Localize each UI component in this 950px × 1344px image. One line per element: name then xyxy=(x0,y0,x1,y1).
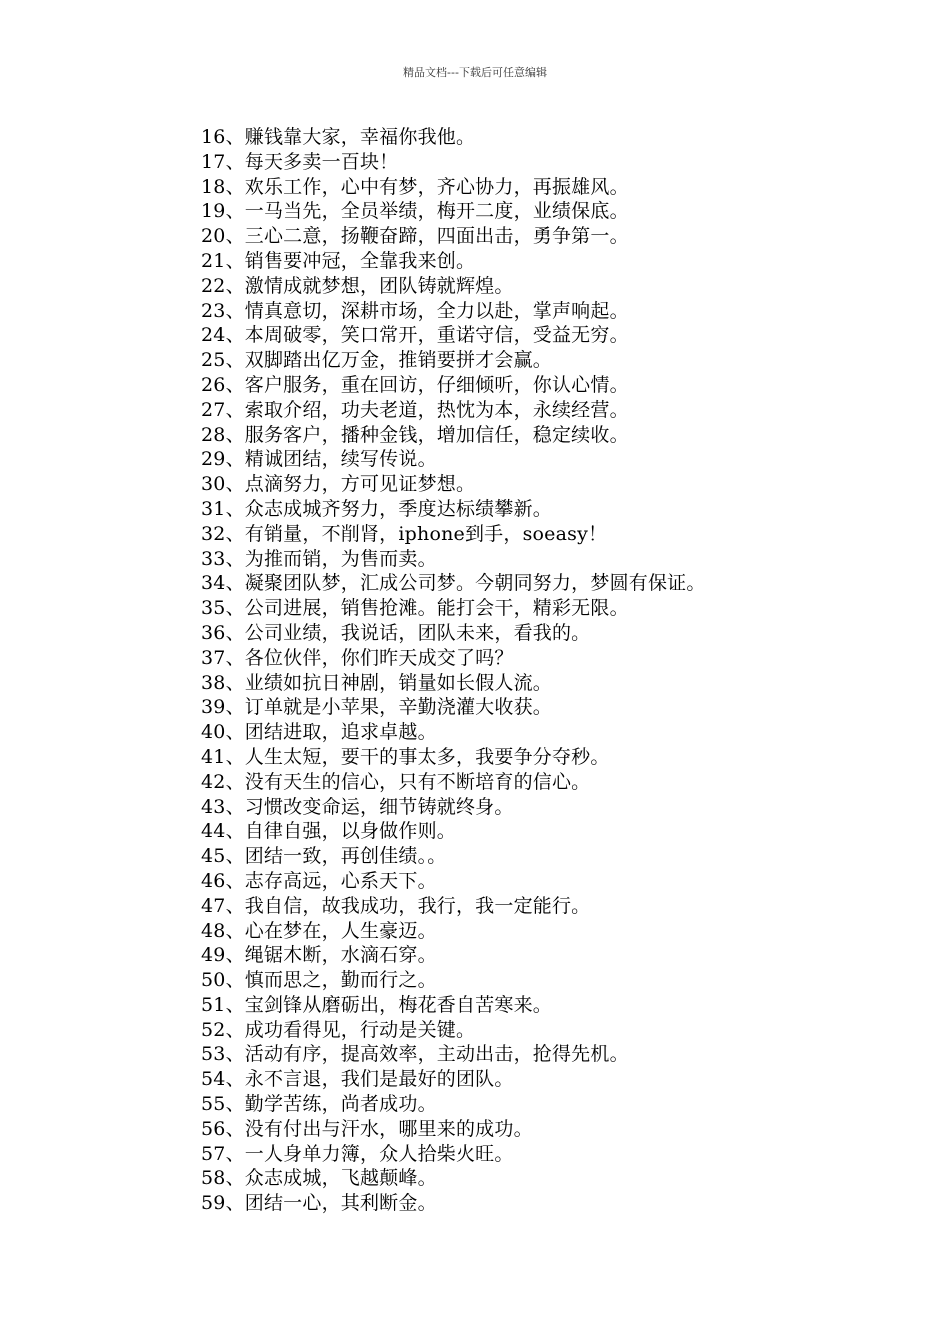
list-item: 56、没有付出与汗水，哪里来的成功。 xyxy=(201,1117,533,1140)
list-item: 43、习惯改变命运，细节铸就终身。 xyxy=(201,795,514,818)
list-item: 50、慎而思之，勤而行之。 xyxy=(201,969,437,992)
list-item: 26、客户服务，重在回访，仔细倾听，你认心情。 xyxy=(201,373,629,396)
list-item: 45、团结一致，再创佳绩。。 xyxy=(201,845,447,868)
list-item: 29、精诚团结，续写传说。 xyxy=(201,448,437,471)
list-item: 24、本周破零，笑口常开，重诺守信，受益无穷。 xyxy=(201,324,629,347)
page-header: 精品文档---下载后可任意编辑 xyxy=(403,66,547,79)
list-item: 58、众志成城，飞越颠峰。 xyxy=(201,1167,437,1190)
list-item: 52、成功看得见，行动是关键。 xyxy=(201,1018,476,1041)
list-item: 16、赚钱靠大家，幸福你我他。 xyxy=(201,126,476,148)
list-item: 44、自律自强，以身做作则。 xyxy=(201,820,456,843)
list-item: 47、我自信，故我成功，我行，我一定能行。 xyxy=(201,894,591,917)
list-item: 37、各位伙伴，你们昨天成交了吗？ xyxy=(201,646,514,669)
list-item: 55、勤学苦练，尚者成功。 xyxy=(201,1093,437,1116)
list-item: 28、服务客户，播种金钱，增加信任，稳定续收。 xyxy=(201,423,629,446)
list-item: 31、众志成城齐努力，季度达标绩攀新。 xyxy=(201,497,552,520)
list-item: 30、点滴努力，方可见证梦想。 xyxy=(201,473,476,496)
list-item: 42、没有天生的信心，只有不断培育的信心。 xyxy=(201,770,591,793)
list-item: 51、宝剑锋从磨砺出，梅花香自苦寒来。 xyxy=(201,993,552,1016)
list-item: 34、凝聚团队梦，汇成公司梦。今朝同努力，梦圆有保证。 xyxy=(201,572,706,595)
list-item: 39、订单就是小苹果，辛勤浇灌大收获。 xyxy=(201,696,552,719)
list-item: 33、为推而销，为售而卖。 xyxy=(201,547,437,570)
list-item: 22、激情成就梦想，团队铸就辉煌。 xyxy=(201,274,514,297)
list-item: 48、心在梦在，人生豪迈。 xyxy=(201,919,437,942)
list-item: 49、绳锯木断，水滴石穿。 xyxy=(201,944,437,967)
list-item: 38、业绩如抗日神剧，销量如长假人流。 xyxy=(201,671,552,694)
list-item: 23、情真意切，深耕市场，全力以赴，掌声响起。 xyxy=(201,299,629,322)
list-item: 19、一马当先，全员举绩，梅开二度，业绩保底。 xyxy=(201,200,629,223)
list-item: 20、三心二意，扬鞭奋蹄，四面出击，勇争第一。 xyxy=(201,225,629,248)
slogan-list xyxy=(201,125,706,1216)
list-item: 17、每天多卖一百块！ xyxy=(201,150,399,173)
list-item: 41、人生太短，要干的事太多，我要争分夺秒。 xyxy=(201,745,610,768)
list-item: 40、团结进取，追求卓越。 xyxy=(201,721,437,744)
list-item: 46、志存高远，心系天下。 xyxy=(201,869,437,892)
list-item: 59、团结一心，其利断金。 xyxy=(201,1192,437,1215)
list-item: 32、有销量，不削肾，iphone到手，soeasy！ xyxy=(201,522,608,545)
list-item: 27、索取介绍，功夫老道，热忱为本，永续经营。 xyxy=(201,398,629,421)
list-item: 57、一人身单力簿，众人拾柴火旺。 xyxy=(201,1142,514,1165)
list-item: 54、永不言退，我们是最好的团队。 xyxy=(201,1068,514,1091)
list-item: 35、公司进展，销售抢滩。能打会干，精彩无限。 xyxy=(201,597,629,620)
list-item: 21、销售要冲冠，全靠我来创。 xyxy=(201,249,476,272)
list-item: 18、欢乐工作，心中有梦，齐心协力，再振雄风。 xyxy=(201,175,629,198)
list-item: 36、公司业绩，我说话，团队未来，看我的。 xyxy=(201,621,591,644)
list-item: 25、双脚踏出亿万金，推销要拼才会赢。 xyxy=(201,349,552,372)
list-item: 53、活动有序，提高效率，主动出击，抢得先机。 xyxy=(201,1043,629,1066)
